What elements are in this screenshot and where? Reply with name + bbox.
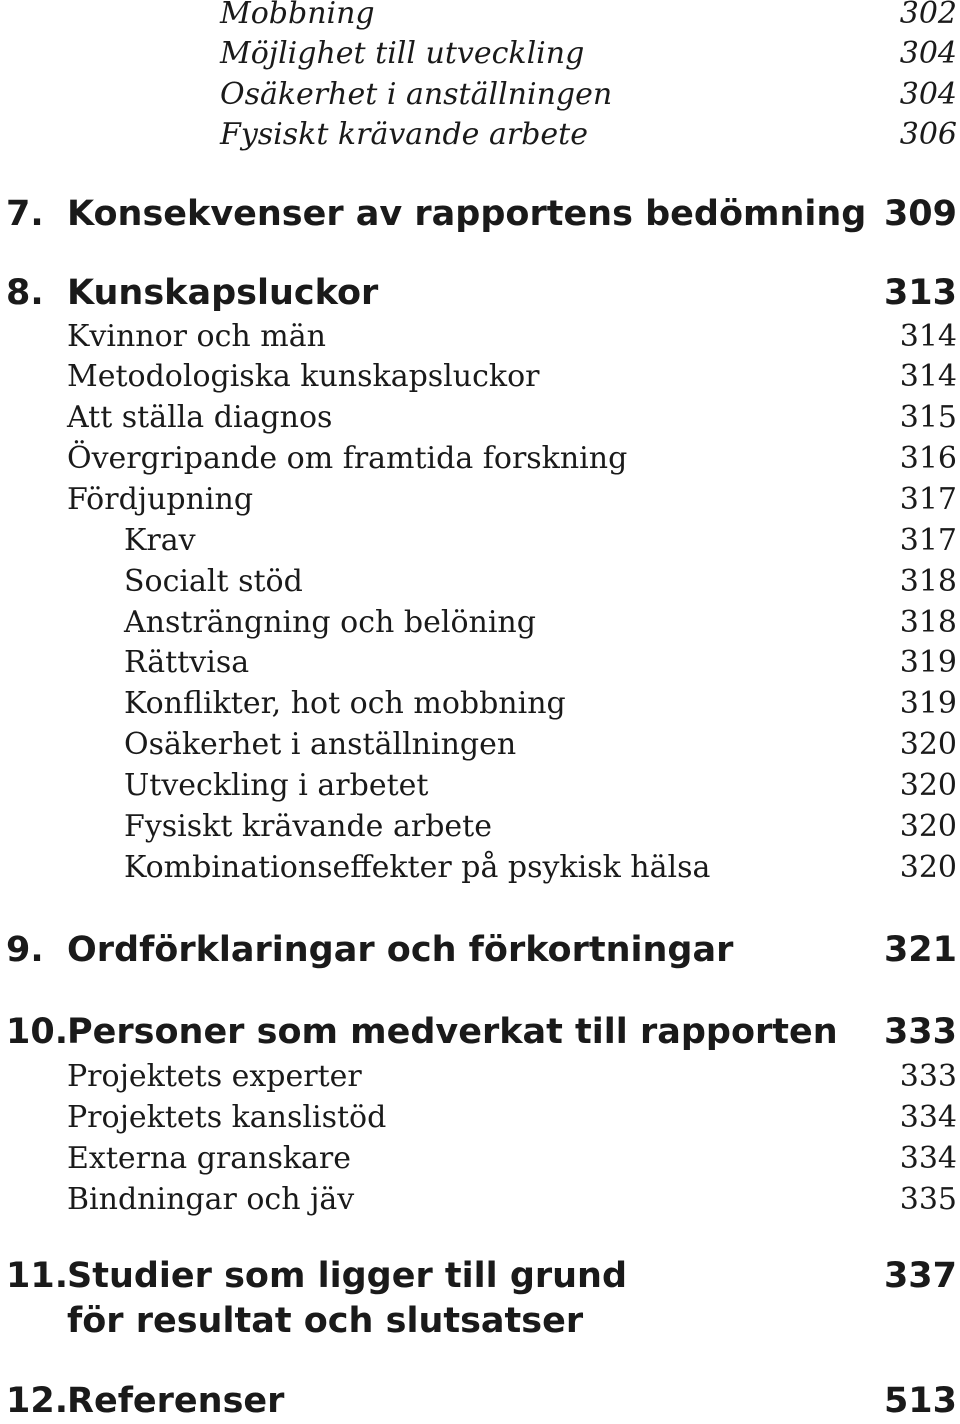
toc-entry [0,441,960,476]
toc-chapter-entry [0,1256,960,1296]
entry-title: Övergripande om framtida forskning [67,441,628,476]
entry-title: Fördjupning [67,482,254,517]
entry-title: Att ställa diagnos [67,400,333,435]
entry-title: Krav [124,523,196,558]
toc-chapter-entry [0,1381,960,1421]
page-number: 333 [883,1012,957,1052]
entry-title: Kvinnor och män [67,319,326,354]
chapter-number: 7. [6,194,44,234]
toc-entry [0,0,960,31]
toc-entry [0,36,960,71]
toc-entry [0,523,960,558]
entry-title: Ansträngning och belöning [124,605,536,640]
page-number: 319 [899,686,957,721]
toc-chapter-entry [0,930,960,970]
toc-entry [0,809,960,844]
page-number: 309 [883,194,957,234]
page-number: 317 [899,523,957,558]
chapter-number: 11. [6,1256,69,1296]
page-number: 315 [899,400,957,435]
page-number: 314 [899,319,957,354]
entry-title: för resultat och slutsatser [67,1301,584,1341]
page-number: 320 [899,727,957,762]
toc-entry [0,1141,960,1176]
page-number: 320 [899,850,957,885]
page-number: 306 [899,117,957,152]
page-number: 314 [899,359,957,394]
entry-title: Studier som ligger till grund [67,1256,628,1296]
toc-entry [0,605,960,640]
entry-title: Projektets experter [67,1059,362,1094]
toc-entry [0,117,960,152]
entry-title: Utveckling i arbetet [124,768,429,803]
entry-title: Rättvisa [124,645,250,680]
toc-entry [0,319,960,354]
page-number: 316 [899,441,957,476]
page-number: 318 [899,605,957,640]
entry-title: Ordförklaringar och förkortningar [67,930,734,970]
page-number: 321 [883,930,957,970]
entry-title: Bindningar och jäv [67,1182,355,1217]
page-number: 317 [899,482,957,517]
toc-entry [0,564,960,599]
page-number: 304 [899,36,957,71]
entry-title: Personer som medverkat till rapporten [67,1012,838,1052]
toc-chapter-entry [0,194,960,234]
entry-title: Konflikter, hot och mobbning [124,686,566,721]
page-number: 304 [899,77,957,112]
entry-title: Metodologiska kunskapsluckor [67,359,540,394]
entry-title: Osäkerhet i anställningen [124,727,517,762]
entry-title: Externa granskare [67,1141,352,1176]
toc-entry [0,1100,960,1135]
page-number: 334 [899,1100,957,1135]
page-number: 320 [899,768,957,803]
chapter-number: 10. [6,1012,69,1052]
toc-entry [0,77,960,112]
toc-entry [0,1182,960,1217]
entry-title: Konsekvenser av rapportens bedömning [67,194,867,234]
entry-title: Projektets kanslistöd [67,1100,387,1135]
page-number: 302 [899,0,957,31]
page-number: 335 [899,1182,957,1217]
page-number: 318 [899,564,957,599]
entry-title: Socialt stöd [124,564,303,599]
toc-chapter-entry [0,273,960,313]
toc-entry [0,400,960,435]
page-number: 337 [883,1256,957,1296]
page-number: 319 [899,645,957,680]
entry-title: Mobbning [220,0,375,31]
page-number: 333 [899,1059,957,1094]
chapter-number: 12. [6,1381,69,1421]
entry-title: Referenser [67,1381,285,1421]
toc-chapter-entry [0,1012,960,1052]
toc-entry [0,482,960,517]
page-number: 313 [883,273,957,313]
toc-entry [0,1059,960,1094]
toc-entry [0,359,960,394]
toc-entry [0,1301,960,1341]
entry-title: Fysiskt krävande arbete [124,809,492,844]
page-number: 320 [899,809,957,844]
toc-entry [0,850,960,885]
page-number: 513 [883,1381,957,1421]
chapter-number: 9. [6,930,44,970]
entry-title: Möjlighet till utveckling [220,36,585,71]
toc-entry [0,645,960,680]
entry-title: Kunskapsluckor [67,273,379,313]
toc-entry [0,727,960,762]
entry-title: Kombinationseffekter på psykisk hälsa [124,850,711,885]
entry-title: Fysiskt krävande arbete [220,117,588,152]
toc-entry [0,686,960,721]
entry-title: Osäkerhet i anställningen [220,77,613,112]
toc-entry [0,768,960,803]
chapter-number: 8. [6,273,44,313]
page-number: 334 [899,1141,957,1176]
